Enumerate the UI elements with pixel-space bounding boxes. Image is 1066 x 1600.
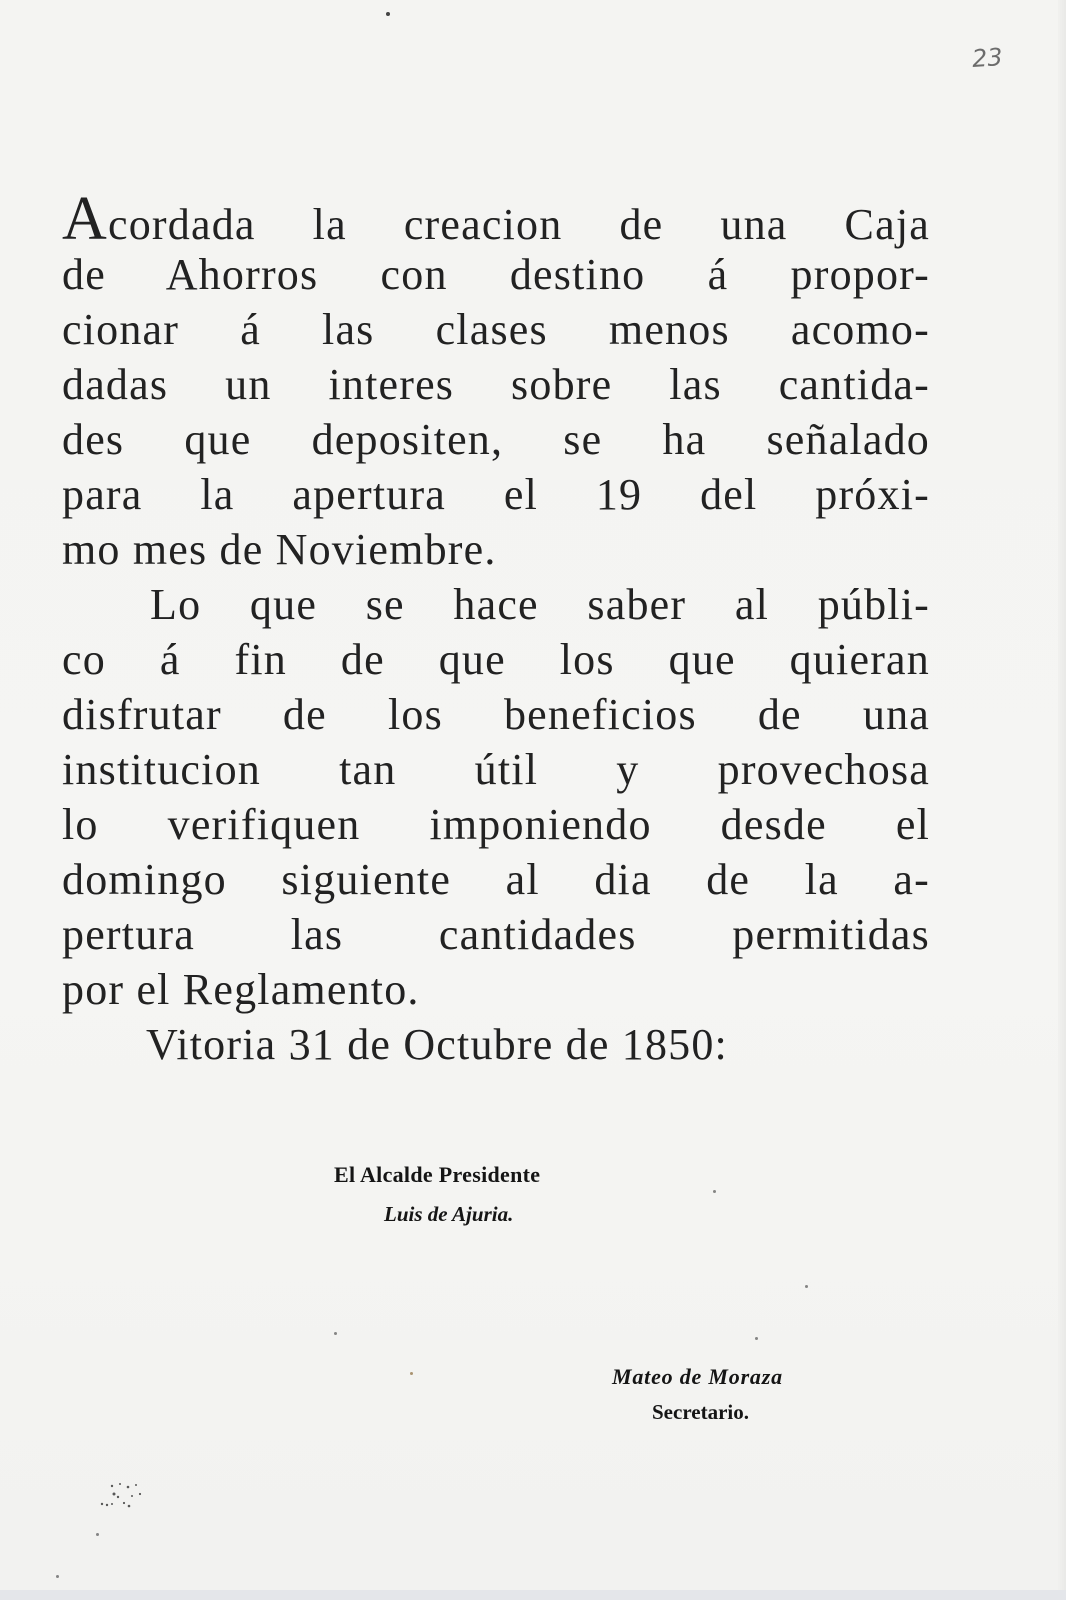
text-line: cionar á las clases menos acomo-	[62, 305, 930, 354]
ink-speck	[386, 12, 390, 16]
text-line: de Ahorros con destino á propor-	[62, 250, 930, 299]
mayor-signature	[334, 1162, 540, 1227]
mayor-title: El Alcalde Presidente	[334, 1162, 541, 1187]
line-text: cordada la creacion de una Caja	[107, 200, 930, 249]
text-line: dadas un interes sobre las cantida-	[62, 360, 930, 409]
text-line: mo mes de Noviembre.	[62, 525, 497, 574]
drop-cap: A	[62, 185, 108, 253]
text-line: institucion tan útil y provechosa	[62, 745, 930, 794]
mayor-name: Luis de Ajuria.	[384, 1202, 514, 1226]
text-line: disfrutar de los beneficios de una	[62, 690, 930, 739]
ink-speck	[805, 1285, 808, 1288]
paragraph-announcement	[62, 577, 930, 1017]
text-line: pertura las cantidades permitidas	[62, 910, 930, 959]
page-edge	[0, 1590, 1066, 1600]
text-line: co á fin de que los que quieran	[62, 635, 930, 684]
secretary-title: Secretario.	[652, 1400, 749, 1424]
stamp-icon	[98, 1478, 158, 1512]
text-line: por el Reglamento.	[62, 965, 420, 1014]
text-line: lo verifiquen imponiendo desde el	[62, 800, 930, 849]
text-line: des que depositen, se ha señalado	[62, 415, 930, 464]
ink-speck	[334, 1332, 337, 1335]
page-edge	[1058, 0, 1066, 1600]
ink-speck	[713, 1190, 716, 1193]
text-line: domingo siguiente al dia de la a-	[62, 855, 930, 904]
page-number: 23	[971, 42, 1004, 74]
ink-speck	[96, 1533, 99, 1536]
faded-stamp-mark	[98, 1478, 158, 1512]
paragraph-opening	[62, 185, 930, 577]
text-line: para la apertura el 19 del próxi-	[62, 470, 930, 519]
notice-body	[62, 185, 930, 1072]
ink-speck	[410, 1372, 413, 1375]
date-line: Vitoria 31 de Octubre de 1850:	[146, 1020, 728, 1069]
text-line	[62, 185, 930, 253]
secretary-signature	[612, 1364, 783, 1425]
ink-speck	[56, 1575, 59, 1578]
ink-speck	[755, 1337, 758, 1340]
secretary-name: Mateo de Moraza	[612, 1364, 783, 1389]
text-line: Lo que se hace saber al públi-	[150, 580, 930, 629]
